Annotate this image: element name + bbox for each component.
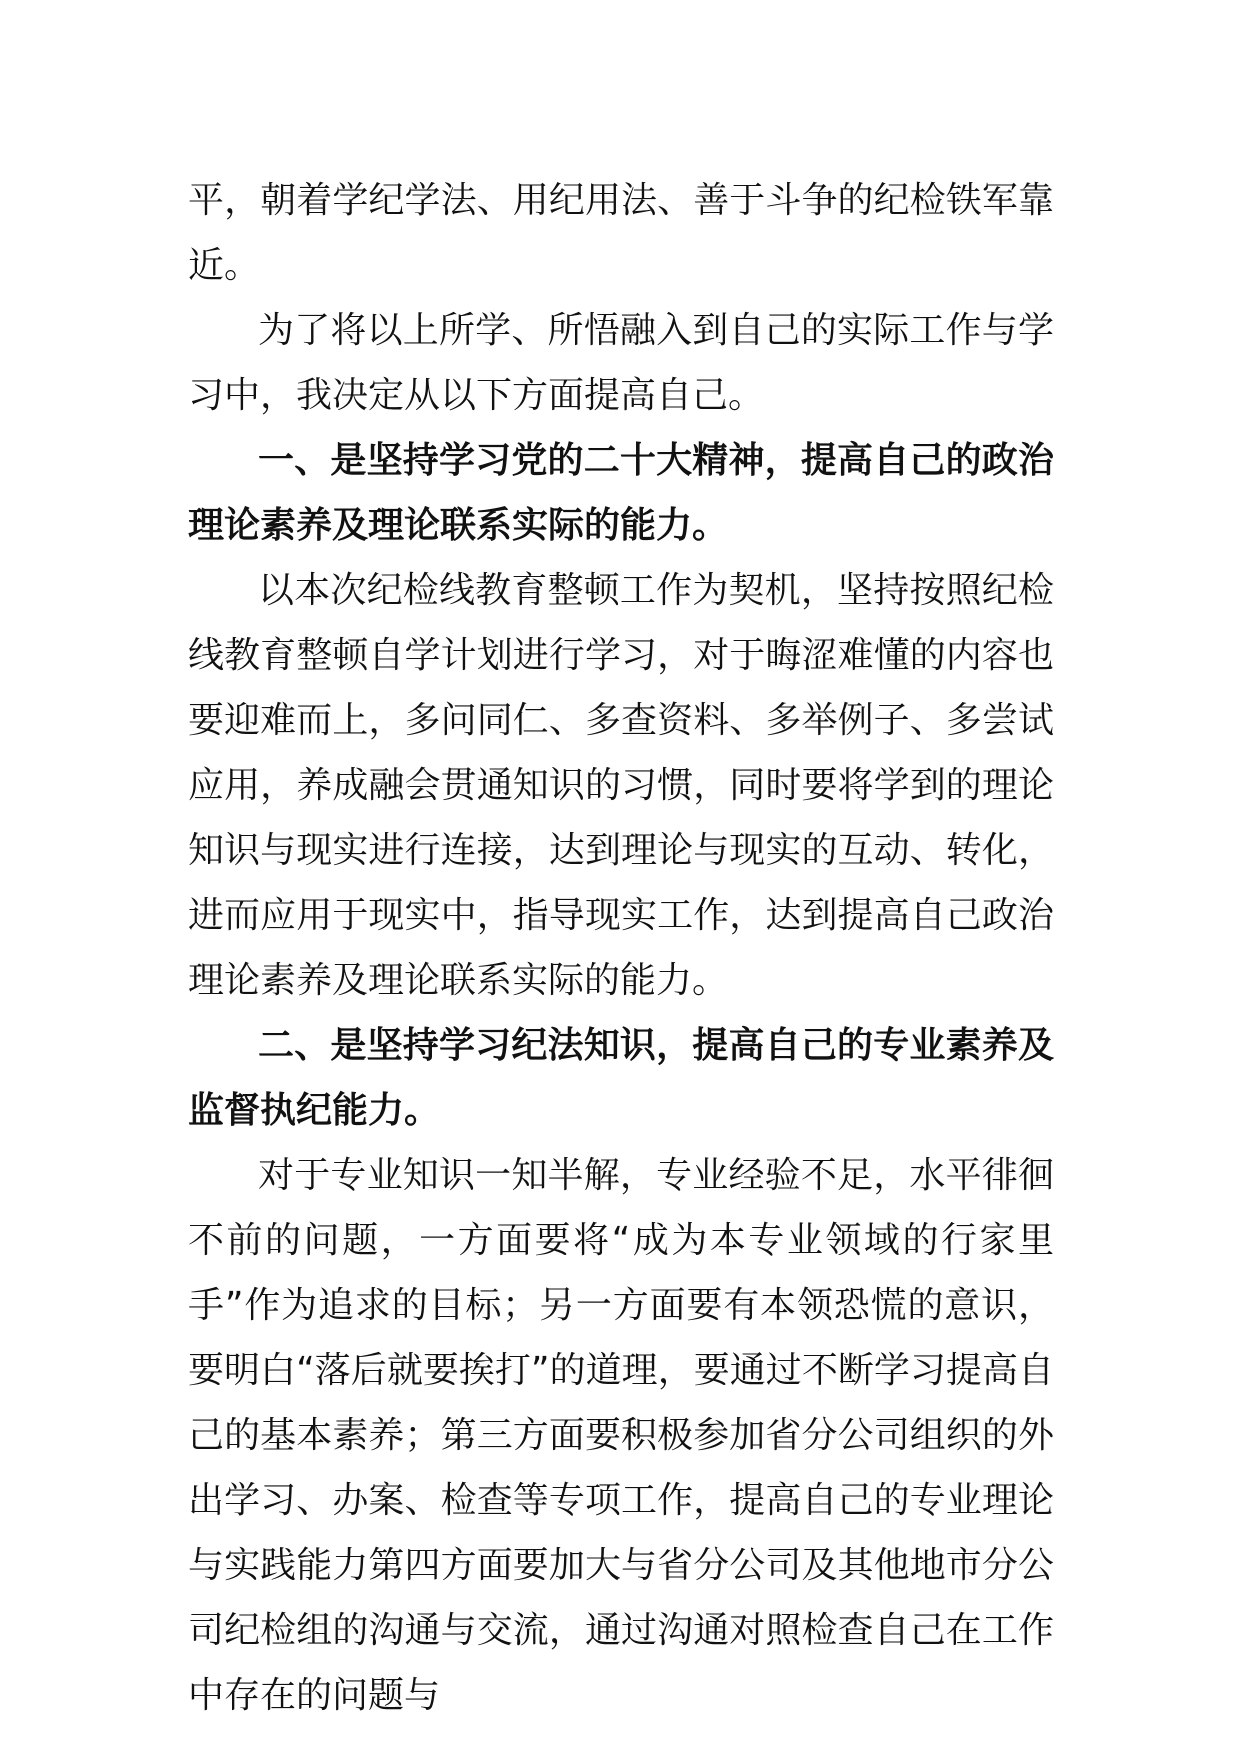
paragraph-section-two: 对于专业知识一知半解，专业经验不足，水平徘徊不前的问题，一方面要将“成为本专业领域的行家里手”作为追求的目标；另一方面要有本领恐慌的意识，要明白“落后就要挨打”的道理，要通过不断学习提高自己的基本素养；第三方面要积极参加省分公司组织的外出学习、办案、检查等专项工作，提高自己的专业理论与实践能力第四方面要加大与省分公司及其他地市分公司纪检组的沟通与交流，通过沟通对照检查自己在工作中存在的问题与 <box>188 1155 1054 1716</box>
paragraph-section-one: 以本次纪检线教育整顿工作为契机，坚持按照纪检线教育整顿自学计划进行学习，对于晦涩难懂的内容也要迎难而上，多问同仁、多查资料、多举例子、多尝试应用，养成融会贯通知识的习惯，同时要将学到的理论知识与现实进行连接，达到理论与现实的互动、转化，进而应用于现实中，指导现实工作，达到提高自己政治理论素养及理论联系实际的能力。 <box>188 570 1054 1001</box>
document-body <box>188 168 1054 1728</box>
paragraph-intro: 为了将以上所学、所悟融入到自己的实际工作与学习中，我决定从以下方面提高自己。 <box>188 310 1054 416</box>
paragraph-continuation: 平，朝着学纪学法、用纪用法、善于斗争的纪检铁军靠近。 <box>188 180 1054 286</box>
section-heading-one: 一、是坚持学习党的二十大精神，提高自己的政治理论素养及理论联系实际的能力。 <box>188 440 1054 546</box>
section-heading-two: 二、是坚持学习纪法知识，提高自己的专业素养及监督执纪能力。 <box>188 1025 1054 1131</box>
